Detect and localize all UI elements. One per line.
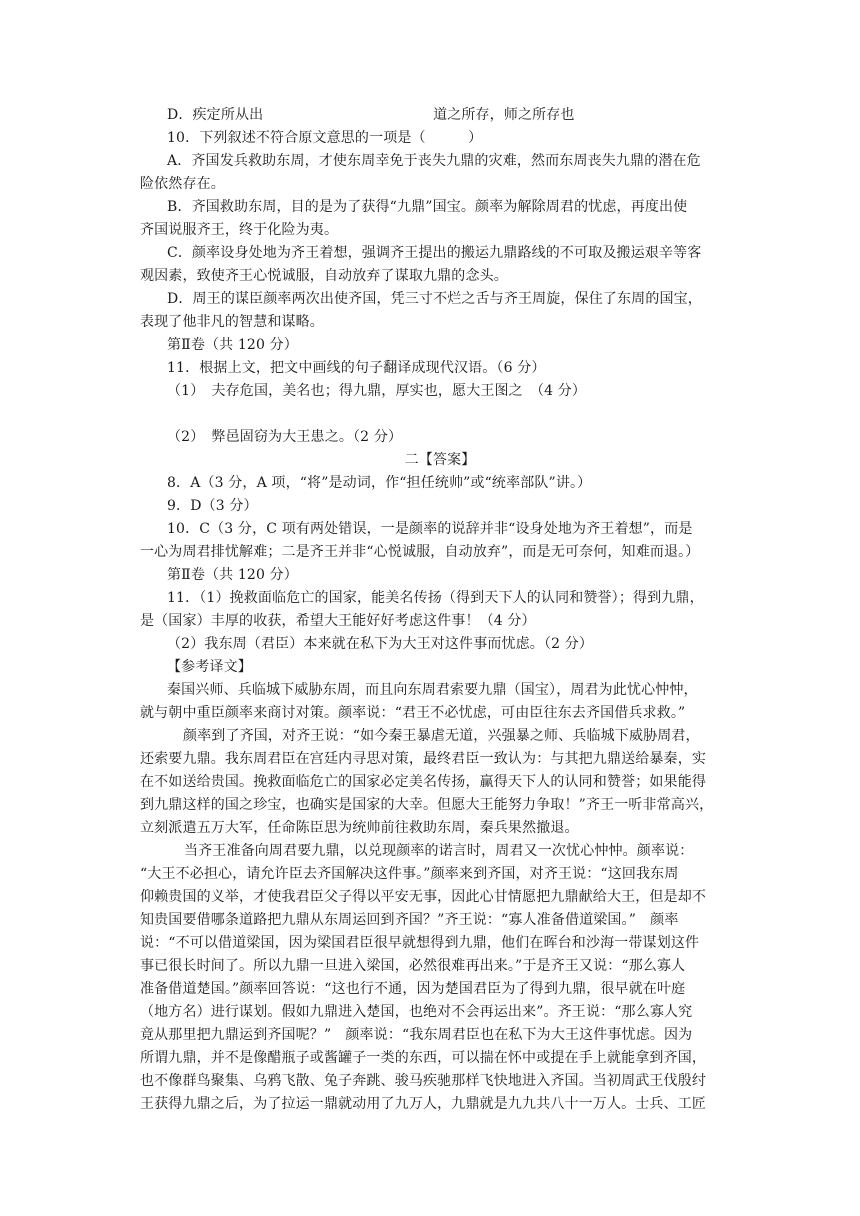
text-line: 11．根据上文，把文中画线的句子翻译成现代汉语。（6 分）	[167, 360, 546, 376]
text-line: D．疾定所从出 道之所存，师之所存也	[167, 107, 575, 123]
text-line: 在不如送给贵国。挽救面临危亡的国家必定美名传扬，赢得天下人的认同和赞誉；如果能得	[140, 774, 706, 790]
text-line: 秦国兴师、兵临城下威胁东周，而且向东周君索要九鼎（国宝），周君为此忧心忡忡，	[167, 682, 698, 698]
text-line: 第Ⅱ卷（共 120 分）	[167, 567, 298, 583]
text-line: 事已很长时间了。所以九鼎一旦进入梁国，必然很难再出来。”于是齐王又说：“那么寡人	[140, 958, 686, 974]
text-line: 到九鼎这样的国之珍宝，也确实是国家的大幸。但愿大王能努力争取！”齐王一听非常高兴，	[140, 797, 714, 813]
text-line: 11．（1）挽救面临危亡的国家，能美名传扬（得到天下人的认同和赞誉）；得到九鼎，	[167, 590, 704, 606]
text-line: 还索要九鼎。我东周君臣在宫廷内寻思对策，最终君臣一致认为：与其把九鼎送给暴秦，实	[140, 751, 706, 767]
text-line: 说：“不可以借道梁国，因为梁国君臣很早就想得到九鼎，他们在晖台和沙海一带谋划这件	[140, 935, 700, 951]
text-line: 一心为周君排忧解难；二是齐王并非“心悦诚服，自动放弃”，而是无可奈何，知难而退。）	[140, 544, 700, 560]
text-line: 王获得九鼎之后，为了拉运一鼎就动用了九万人，九鼎就是九九共八十一万人。士兵、工匠	[140, 1096, 706, 1112]
text-line: （2）我东周（君臣）本来就在私下为大王对这件事而忧虑。（2 分）	[167, 636, 594, 652]
text-line: 所谓九鼎，并不是像醋瓶子或酱罐子一类的东西，可以揣在怀中或提在手上就能拿到齐国，	[140, 1050, 706, 1066]
text-line: 9．D（3 分）	[167, 498, 258, 514]
text-line: 知贵国要借哪条道路把九鼎从东周运回到齐国？”齐王说：“寡人准备借道梁国。” 颜率	[140, 912, 679, 928]
text-line: 是（国家）丰厚的收获，希望大王能好好考虑这件事！（4 分）	[140, 613, 536, 629]
text-line: A．齐国发兵救助东周，才使东周幸免于丧失九鼎的灾难，然而东周丧失九鼎的潜在危	[167, 153, 701, 169]
text-line: 观因素，致使齐王心悦诚服，自动放弃了谋取九鼎的念头。	[140, 268, 508, 284]
text-line: 仰赖贵国的义举，才使我君臣父子得以平安无事，因此心甘情愿把九鼎献给大王，但是却不	[140, 889, 706, 905]
text-line: 准备借道楚国。”颜率回答说：“这也行不通，因为楚国君臣为了得到九鼎，很早就在叶庭	[140, 981, 686, 997]
text-line: 第Ⅱ卷（共 120 分）	[167, 337, 298, 353]
text-line: （1） 夫存危国，美名也；得九鼎，厚实也，愿大王图之 （4 分）	[167, 383, 587, 399]
text-line: 10．C（3 分，C 项有两处错误，一是颜率的说辞并非“设身处地为齐王着想”，而是	[167, 521, 693, 537]
text-line: 10．下列叙述不符合原文意思的一项是（ ）	[167, 130, 483, 146]
text-line: 也不像群鸟聚集、乌鸦飞散、兔子奔跳、骏马疾驰那样飞快地进入齐国。当初周武王伐殷纣	[140, 1073, 706, 1089]
text-line: 齐国说服齐王，终于化险为夷。	[140, 222, 339, 238]
text-line: 当齐王准备向周君要九鼎，以兑现颜率的诺言时，周君又一次忧心忡忡。颜率说：	[184, 843, 694, 859]
text-line: 【参考译文】	[167, 659, 252, 675]
text-line: 就与朝中重臣颜率来商讨对策。颜率说：“君王不必忧虑，可由臣往东去齐国借兵求救。”	[140, 705, 686, 721]
text-line: 二【答案】	[404, 452, 476, 468]
text-line: D．周王的谋臣颜率两次出使齐国，凭三寸不烂之舌与齐王周旋，保住了东周的国宝，	[167, 291, 702, 307]
text-line: B．齐国救助东周，目的是为了获得“九鼎”国宝。颜率为解除周君的忧虑，再度出使	[167, 199, 688, 215]
text-line: （地方名）进行谋划。假如九鼎进入楚国，也绝对不会再运出来”。齐王说：“那么寡人究	[140, 1004, 693, 1020]
text-line: 颜率到了齐国，对齐王说：“如今秦王暴虐无道，兴强暴之师、兵临城下威胁周君，	[183, 728, 700, 744]
text-line: （2） 弊邑固窃为大王患之。（2 分）	[167, 429, 403, 445]
text-line: 8．A（3 分，A 项，“将”是动词，作“担任统帅”或“统率部队”讲。）	[167, 475, 592, 491]
text-line: 立刻派遣五万大军，任命陈臣思为统帅前往救助东周，秦兵果然撤退。	[140, 820, 579, 836]
text-line: C．颜率设身处地为齐王着想，强调齐王提出的搬运九鼎路线的不可取及搬运艰辛等客	[167, 245, 702, 261]
text-line: 险依然存在。	[140, 176, 225, 192]
text-line: 表现了他非凡的智慧和谋略。	[140, 314, 324, 330]
text-line: “大王不必担心，请允许臣去齐国解决这件事。”颜率来到齐国，对齐王说：“这回我东周	[140, 866, 679, 882]
text-line: 竟从那里把九鼎运到齐国呢？” 颜率说：“我东周君臣也在私下为大王这件事忧虑。因为	[140, 1027, 693, 1043]
